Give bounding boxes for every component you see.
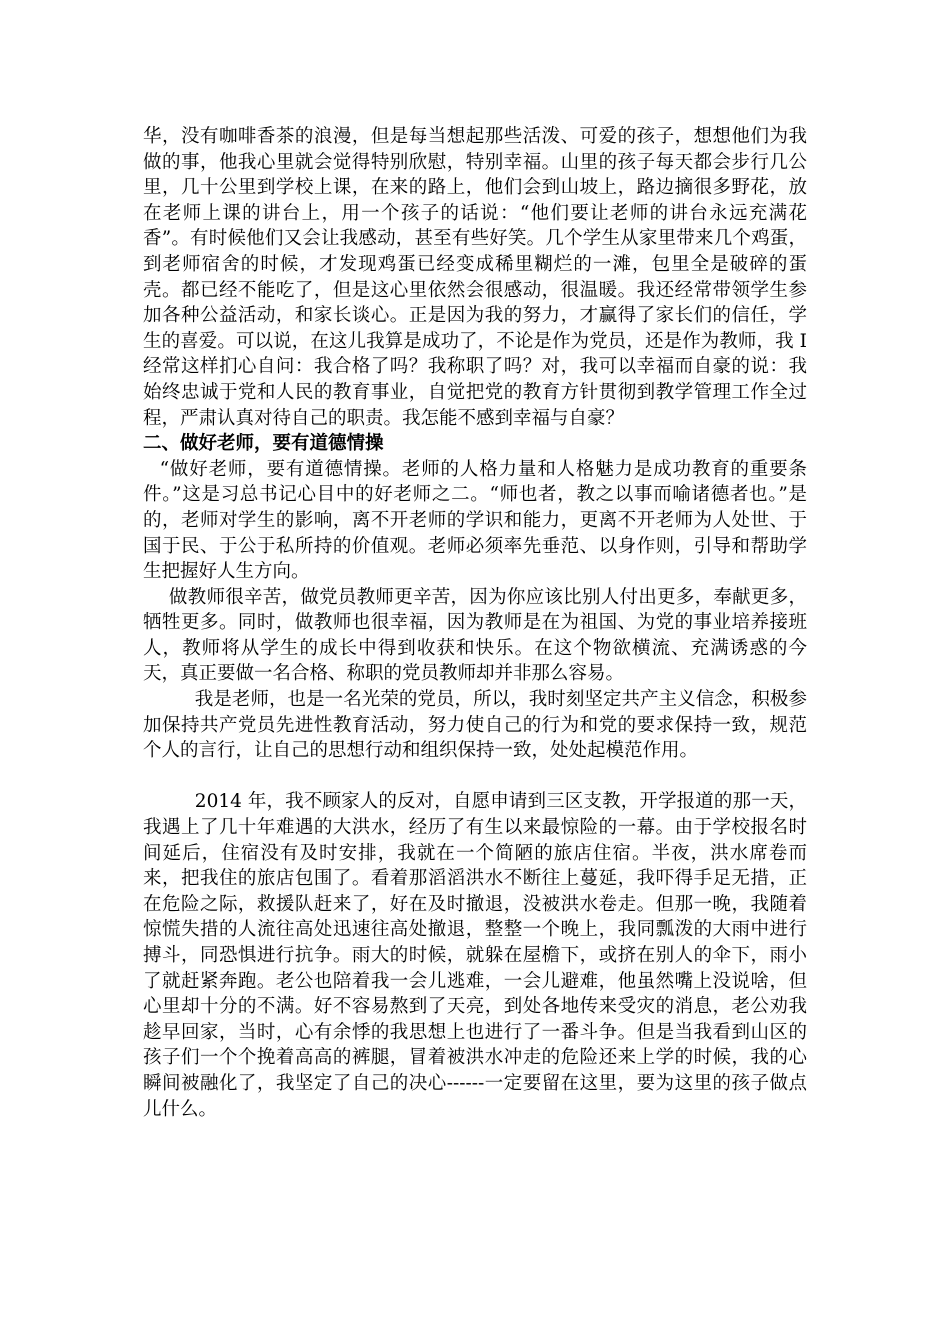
blank-line <box>143 764 807 790</box>
paragraph-flood-story: 2014 年，我不顾家人的反对，自愿申请到三区支教，开学报道的那一天，我遇上了几十年难遇的大洪水，经历了有生以来最惊险的一幕。由于学校报名时间延后，住宿没有及时安排，我就在一个简陋的旅店住宿。半夜，洪水席卷而来，把我住的旅店包围了。看着那滔滔洪水不断往上蔓延，我吓得手足无措，正在危险之际，救援队赶来了，好在及时撤退，没被洪水卷走。但那一晚，我随着惊慌失措的人流往高处迅速往高处撤退，整整一个晚上，我同瓢泼的大雨中进行搏斗，同恐惧进行抗争。雨大的时候，就躲在屋檐下，或挤在别人的伞下，雨小了就赶紧奔跑。老公也陪着我一会儿逃难，一会儿避难，他虽然嘴上没说啥，但心里却十分的不满。好不容易熬到了天亮，到处各地传来受灾的消息，老公劝我趁早回家，当时，心有余悸的我思想上也进行了一番斗争。但是当我看到山区的孩子们一个个挽着高高的裤腿，冒着被洪水冲走的危险还来上学的时候，我的心瞬间被融化了，我坚定了自己的决心------一定要留在这里，要为这里的孩子做点儿什么。 <box>143 791 807 1120</box>
section-heading-moral: 二、做好老师，要有道德情操 <box>143 433 384 455</box>
paragraph-happiness: 华，没有咖啡香茶的浪漫，但是每当想起那些活泼、可爱的孩子，想想他们为我做的事，他我心里就会觉得特别欣慰，特别幸福。山里的孩子每天都会步行几公里，几十公里到学校上课，在来的路上，他们会到山坡上，路边摘很多野花，放在老师上课的讲台上，用一个孩子的话说：“他们要让老师的讲台永远充满花香”。有时候他们又会让我感动，甚至有些好笑。几个学生从家里带来几个鸡蛋，到老师宿舍的时候，才发现鸡蛋已经变成稀里糊烂的一滩，包里全是破碎的蛋壳。都已经不能吃了，但是这心里依然会很感动，很温暖。我还经常带领学生参加各种公益活动，和家长谈心。正是因为我的努力，才赢得了家长们的信任，学生的喜爱。可以说，在这儿我算是成功了，不论是作为党员，还是作为教师，我 I 经常这样扪心自问：我合格了吗？我称职了吗？对，我可以幸福而自豪的说：我始终忠诚于党和人民的教育事业，自觉把党的教育方针贯彻到教学管理工作全过程，严肃认真对待自己的职责。我怎能不感到幸福与自豪？ <box>143 126 807 429</box>
paragraph-party-teacher: 做教师很辛苦，做党员教师更辛苦，因为你应该比别人付出更多，奉献更多，牺牲更多。同时，做教师也很幸福，因为教师是在为祖国、为党的事业培养接班人，教师将从学生的成长中得到收获和快乐。在这个物欲横流、充满诱惑的今天，真正要做一名合格、称职的党员教师却并非那么容易。 <box>143 586 807 685</box>
paragraph-moral-quote: “做好老师，要有道德情操。老师的人格力量和人格魅力是成功教育的重要条件。”这是习总书记心目中的好老师之二。“师也者，教之以事而喻诸德者也。”是的，老师对学生的影响，离不开老师的学识和能力，更离不开老师为人处世、于国于民、于公于私所持的价值观。老师必须率先垂范、以身作则，引导和帮助学生把握好人生方向。 <box>143 458 807 583</box>
paragraph-communist-belief: 我是老师，也是一名光荣的党员，所以，我时刻坚定共产主义信念，积极参加保持共产党员先进性教育活动，努力使自己的行为和党的要求保持一致，规范个人的言行，让自己的思想行动和组织保持一致，处处起模范作用。 <box>143 689 807 762</box>
document-body <box>143 124 807 1122</box>
